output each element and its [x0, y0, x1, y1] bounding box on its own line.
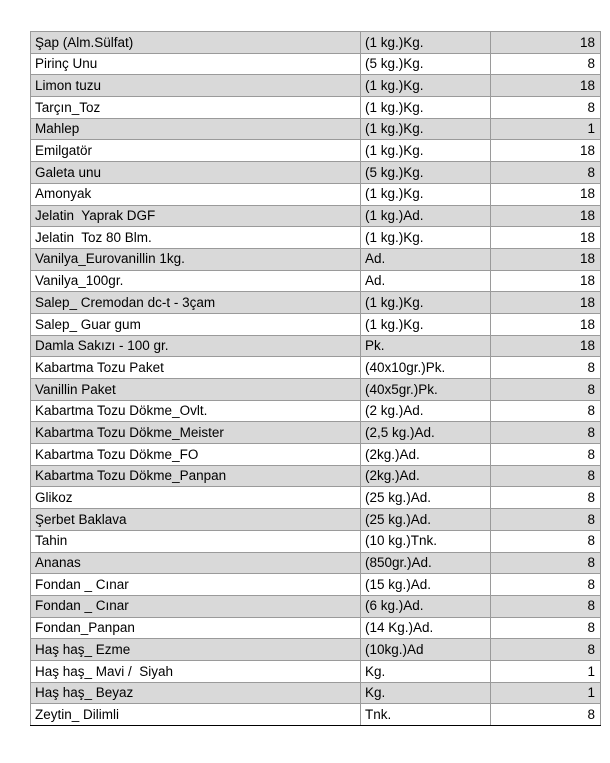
unit-cell: (1 kg.)Kg.: [361, 97, 491, 119]
table-row: [31, 574, 601, 596]
unit-cell: (2 kg.)Ad.: [361, 400, 491, 422]
quantity-cell: 8: [491, 552, 601, 574]
product-name-cell: Vanillin Paket: [31, 379, 361, 401]
quantity-cell: 18: [491, 32, 601, 54]
unit-cell: (1 kg.)Kg.: [361, 32, 491, 54]
quantity-cell: 18: [491, 248, 601, 270]
unit-cell: (6 kg.)Ad.: [361, 595, 491, 617]
unit-cell: (1 kg.)Kg.: [361, 227, 491, 249]
product-name-cell: Zeytin_ Dilimli: [31, 704, 361, 726]
product-name-cell: Tarçın_Toz: [31, 97, 361, 119]
quantity-cell: 8: [491, 487, 601, 509]
table-row: [31, 292, 601, 314]
product-name-cell: Fondan _ Cınar: [31, 574, 361, 596]
unit-cell: (2,5 kg.)Ad.: [361, 422, 491, 444]
table-row: [31, 639, 601, 661]
quantity-cell: 18: [491, 205, 601, 227]
unit-cell: (1 kg.)Kg.: [361, 75, 491, 97]
quantity-cell: 8: [491, 639, 601, 661]
unit-cell: (2kg.)Ad.: [361, 465, 491, 487]
unit-cell: (1 kg.)Ad.: [361, 205, 491, 227]
product-name-cell: Salep_ Cremodan dc-t - 3çam: [31, 292, 361, 314]
table-row: [31, 444, 601, 466]
unit-cell: Kg.: [361, 660, 491, 682]
product-name-cell: Jelatin Toz 80 Blm.: [31, 227, 361, 249]
product-name-cell: Fondan_Panpan: [31, 617, 361, 639]
quantity-cell: 8: [491, 509, 601, 531]
product-name-cell: Salep_ Guar gum: [31, 313, 361, 335]
quantity-cell: 8: [491, 595, 601, 617]
table-row: [31, 97, 601, 119]
product-name-cell: Haş haş_ Ezme: [31, 639, 361, 661]
table-row: [31, 357, 601, 379]
quantity-cell: 1: [491, 682, 601, 704]
quantity-cell: 8: [491, 357, 601, 379]
product-table-body: [31, 32, 601, 726]
unit-cell: (850gr.)Ad.: [361, 552, 491, 574]
quantity-cell: 18: [491, 140, 601, 162]
unit-cell: Ad.: [361, 270, 491, 292]
quantity-cell: 18: [491, 313, 601, 335]
quantity-cell: 8: [491, 465, 601, 487]
table-row: [31, 704, 601, 726]
product-name-cell: Fondan _ Cınar: [31, 595, 361, 617]
unit-cell: (40x5gr.)Pk.: [361, 379, 491, 401]
product-name-cell: Emilgatör: [31, 140, 361, 162]
unit-cell: (15 kg.)Ad.: [361, 574, 491, 596]
table-row: [31, 205, 601, 227]
quantity-cell: 1: [491, 660, 601, 682]
quantity-cell: 8: [491, 422, 601, 444]
table-row: [31, 75, 601, 97]
product-name-cell: Tahin: [31, 530, 361, 552]
table-row: [31, 162, 601, 184]
product-name-cell: Amonyak: [31, 183, 361, 205]
unit-cell: Pk.: [361, 335, 491, 357]
quantity-cell: 1: [491, 118, 601, 140]
unit-cell: Ad.: [361, 248, 491, 270]
table-row: [31, 32, 601, 54]
unit-cell: (14 Kg.)Ad.: [361, 617, 491, 639]
quantity-cell: 18: [491, 335, 601, 357]
quantity-cell: 18: [491, 292, 601, 314]
product-name-cell: Şerbet Baklava: [31, 509, 361, 531]
table-row: [31, 140, 601, 162]
product-name-cell: Jelatin Yaprak DGF: [31, 205, 361, 227]
unit-cell: (10kg.)Ad: [361, 639, 491, 661]
quantity-cell: 8: [491, 704, 601, 726]
product-name-cell: Damla Sakızı - 100 gr.: [31, 335, 361, 357]
table-row: [31, 400, 601, 422]
quantity-cell: 8: [491, 97, 601, 119]
product-name-cell: Glikoz: [31, 487, 361, 509]
quantity-cell: 18: [491, 270, 601, 292]
unit-cell: Tnk.: [361, 704, 491, 726]
table-row: [31, 682, 601, 704]
table-row: [31, 335, 601, 357]
table-row: [31, 248, 601, 270]
quantity-cell: 18: [491, 183, 601, 205]
unit-cell: (1 kg.)Kg.: [361, 183, 491, 205]
unit-cell: (1 kg.)Kg.: [361, 313, 491, 335]
product-name-cell: Kabartma Tozu Dökme_FO: [31, 444, 361, 466]
product-name-cell: Kabartma Tozu Dökme_Meister: [31, 422, 361, 444]
quantity-cell: 8: [491, 400, 601, 422]
table-row: [31, 313, 601, 335]
product-name-cell: Limon tuzu: [31, 75, 361, 97]
product-name-cell: Kabartma Tozu Paket: [31, 357, 361, 379]
table-row: [31, 53, 601, 75]
product-table: [30, 31, 601, 726]
product-name-cell: Haş haş_ Beyaz: [31, 682, 361, 704]
product-name-cell: Galeta unu: [31, 162, 361, 184]
quantity-cell: 18: [491, 227, 601, 249]
table-row: [31, 270, 601, 292]
table-row: [31, 552, 601, 574]
product-name-cell: Vanilya_100gr.: [31, 270, 361, 292]
unit-cell: (2kg.)Ad.: [361, 444, 491, 466]
quantity-cell: 8: [491, 53, 601, 75]
unit-cell: (5 kg.)Kg.: [361, 162, 491, 184]
table-row: [31, 530, 601, 552]
product-name-cell: Ananas: [31, 552, 361, 574]
table-row: [31, 509, 601, 531]
quantity-cell: 8: [491, 444, 601, 466]
unit-cell: (25 kg.)Ad.: [361, 487, 491, 509]
table-row: [31, 617, 601, 639]
table-row: [31, 487, 601, 509]
table-row: [31, 227, 601, 249]
product-name-cell: Pirinç Unu: [31, 53, 361, 75]
product-name-cell: Vanilya_Eurovanillin 1kg.: [31, 248, 361, 270]
quantity-cell: 8: [491, 379, 601, 401]
unit-cell: (25 kg.)Ad.: [361, 509, 491, 531]
product-name-cell: Şap (Alm.Sülfat): [31, 32, 361, 54]
unit-cell: (1 kg.)Kg.: [361, 140, 491, 162]
unit-cell: Kg.: [361, 682, 491, 704]
table-row: [31, 379, 601, 401]
unit-cell: (1 kg.)Kg.: [361, 292, 491, 314]
table-row: [31, 465, 601, 487]
product-name-cell: Kabartma Tozu Dökme_Panpan: [31, 465, 361, 487]
table-row: [31, 118, 601, 140]
quantity-cell: 8: [491, 617, 601, 639]
unit-cell: (1 kg.)Kg.: [361, 118, 491, 140]
quantity-cell: 8: [491, 574, 601, 596]
quantity-cell: 8: [491, 530, 601, 552]
product-name-cell: Mahlep: [31, 118, 361, 140]
unit-cell: (5 kg.)Kg.: [361, 53, 491, 75]
unit-cell: (10 kg.)Tnk.: [361, 530, 491, 552]
quantity-cell: 18: [491, 75, 601, 97]
product-name-cell: Kabartma Tozu Dökme_Ovlt.: [31, 400, 361, 422]
table-row: [31, 183, 601, 205]
table-row: [31, 660, 601, 682]
table-row: [31, 595, 601, 617]
quantity-cell: 8: [491, 162, 601, 184]
unit-cell: (40x10gr.)Pk.: [361, 357, 491, 379]
product-name-cell: Haş haş_ Mavi / Siyah: [31, 660, 361, 682]
table-row: [31, 422, 601, 444]
